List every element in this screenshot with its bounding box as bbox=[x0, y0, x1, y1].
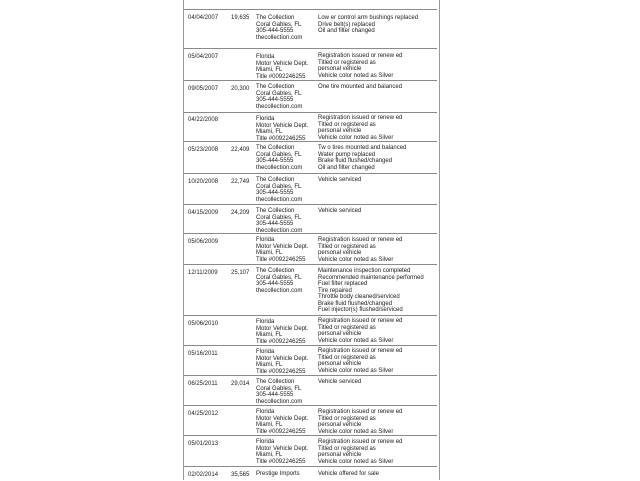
source-line: The Collection bbox=[256, 379, 295, 385]
row-comments bbox=[318, 379, 361, 386]
source-line: thecollection.com bbox=[256, 398, 303, 405]
history-row bbox=[184, 204, 437, 234]
row-comments bbox=[318, 348, 402, 374]
row-source bbox=[256, 116, 308, 142]
row-odometer: 20,300 bbox=[231, 86, 250, 92]
comment-line: Oil and filter changed bbox=[318, 28, 375, 34]
comment-line: Titled or registered as bbox=[318, 415, 376, 422]
row-date: 04/22/2008 bbox=[188, 117, 219, 123]
row-comments bbox=[318, 15, 418, 35]
comment-line: Titled or registered as bbox=[318, 324, 376, 331]
row-comments bbox=[318, 439, 402, 465]
source-line: The Collection bbox=[256, 208, 295, 214]
history-row bbox=[184, 405, 437, 436]
row-source bbox=[256, 54, 308, 80]
row-odometer: 29,014 bbox=[231, 381, 250, 387]
comment-line: Registration issued or renew ed bbox=[318, 53, 403, 59]
history-row bbox=[184, 141, 437, 174]
source-line: Florida bbox=[256, 319, 275, 325]
row-comments bbox=[318, 145, 406, 171]
row-comments bbox=[318, 268, 424, 314]
source-line: Motor Vehicle Dept. bbox=[256, 122, 309, 129]
comment-line: Registration issued or renew ed bbox=[318, 237, 403, 243]
source-line: Miami, FL bbox=[256, 452, 283, 458]
row-source bbox=[256, 237, 308, 263]
row-source bbox=[256, 177, 302, 203]
comment-line: Vehicle color noted as Silver bbox=[318, 428, 394, 435]
comment-line: Oil and filter changed bbox=[318, 164, 375, 171]
history-row bbox=[184, 466, 437, 481]
history-row bbox=[184, 80, 437, 113]
row-odometer: 19,635 bbox=[231, 15, 250, 21]
row-comments bbox=[318, 318, 402, 344]
comment-line: personal vehicle bbox=[318, 361, 362, 367]
comment-line: Vehicle color noted as Silver bbox=[318, 256, 394, 263]
comment-line: Vehicle color noted as Silver bbox=[318, 458, 394, 465]
source-line: Miami, FL bbox=[256, 250, 283, 256]
comment-line: personal vehicle bbox=[318, 331, 362, 337]
comment-line: Vehicle color noted as Silver bbox=[318, 367, 394, 374]
source-line: Title #0092246255 bbox=[256, 368, 306, 375]
source-line: Miami, FL bbox=[256, 332, 283, 338]
comment-line: Registration issued or renew ed bbox=[318, 409, 403, 415]
row-comments bbox=[318, 409, 402, 435]
source-line: Title #0092246255 bbox=[256, 256, 306, 263]
source-line: Florida bbox=[256, 237, 275, 243]
comment-line: Vehicle color noted as Silver bbox=[318, 72, 394, 79]
source-line: Motor Vehicle Dept. bbox=[256, 355, 309, 362]
comment-line: personal vehicle bbox=[318, 422, 362, 428]
source-line: Motor Vehicle Dept. bbox=[256, 415, 309, 422]
row-odometer: 25,107 bbox=[231, 270, 250, 276]
comment-line: Maintenance inspection completed bbox=[318, 268, 411, 274]
row-source bbox=[256, 15, 302, 41]
row-date: 05/04/2007 bbox=[188, 54, 219, 60]
row-date: 04/04/2007 bbox=[188, 15, 219, 21]
comment-line: One tire mounted and balanced bbox=[318, 84, 403, 90]
comment-line: Tw o tires mounted and balanced bbox=[318, 145, 407, 151]
row-date: 05/16/2011 bbox=[188, 351, 218, 357]
source-line: Miami, FL bbox=[256, 422, 283, 428]
source-line: 305-444-5555 bbox=[256, 221, 294, 227]
comment-line: Water pump replaced bbox=[318, 151, 376, 158]
source-line: Motor Vehicle Dept. bbox=[256, 243, 309, 250]
row-comments bbox=[318, 237, 402, 263]
comment-line: Registration issued or renew ed bbox=[318, 115, 403, 121]
row-date: 09/05/2007 bbox=[188, 86, 219, 92]
row-source bbox=[256, 409, 308, 435]
source-line: Florida bbox=[256, 439, 275, 445]
source-line: thecollection.com bbox=[256, 103, 303, 110]
row-comments bbox=[318, 115, 402, 141]
history-row bbox=[184, 435, 437, 467]
comment-line: Vehicle serviced bbox=[318, 208, 362, 214]
source-line: Florida bbox=[256, 409, 275, 415]
source-line: The Collection bbox=[256, 268, 295, 274]
comment-line: Titled or registered as bbox=[318, 243, 376, 250]
row-date: 05/06/2009 bbox=[188, 239, 219, 245]
comment-line: Low er control arm bushings replaced bbox=[318, 15, 419, 21]
row-odometer: 22,409 bbox=[231, 147, 250, 153]
source-line: 305-444-5555 bbox=[256, 392, 294, 398]
row-source bbox=[256, 145, 302, 171]
history-row bbox=[184, 173, 437, 205]
source-line: The Collection bbox=[256, 15, 295, 21]
source-line: Title #0092246255 bbox=[256, 73, 306, 80]
source-line: Motor Vehicle Dept. bbox=[256, 445, 309, 452]
row-date: 10/20/2008 bbox=[188, 179, 219, 185]
source-line: thecollection.com bbox=[256, 287, 303, 294]
source-line: Title #0092246255 bbox=[256, 338, 306, 345]
row-date: 04/25/2012 bbox=[188, 411, 219, 417]
source-line: Motor Vehicle Dept. bbox=[256, 60, 309, 67]
source-line: The Collection bbox=[256, 177, 295, 183]
comment-line: Throttle body cleaned/serviced bbox=[318, 294, 400, 300]
source-line: Coral Gables, FL bbox=[256, 274, 302, 281]
history-row bbox=[184, 315, 437, 346]
history-row bbox=[184, 233, 437, 265]
row-comments bbox=[318, 84, 402, 91]
source-line: thecollection.com bbox=[256, 164, 303, 171]
row-date: 05/01/2013 bbox=[188, 441, 219, 447]
comment-line: personal vehicle bbox=[318, 452, 362, 458]
row-date: 06/25/2011 bbox=[188, 381, 218, 387]
source-line: Coral Gables, FL bbox=[256, 90, 302, 97]
row-comments bbox=[318, 53, 402, 79]
comment-line: personal vehicle bbox=[318, 128, 362, 134]
row-date: 04/15/2009 bbox=[188, 210, 219, 216]
row-source bbox=[256, 208, 302, 234]
comment-line: Tire repaired bbox=[318, 287, 352, 294]
source-line: Florida bbox=[256, 349, 275, 355]
comment-line: Vehicle serviced bbox=[318, 177, 362, 183]
row-date: 05/23/2008 bbox=[188, 147, 219, 153]
comment-line: Titled or registered as bbox=[318, 445, 376, 452]
comment-line: Titled or registered as bbox=[318, 59, 376, 66]
source-line: Florida bbox=[256, 116, 275, 122]
source-line: The Collection bbox=[256, 145, 295, 151]
comment-line: Fuel injector(s) flushed/serviced bbox=[318, 307, 403, 313]
row-source bbox=[256, 471, 300, 478]
row-source bbox=[256, 319, 308, 345]
comment-line: personal vehicle bbox=[318, 66, 362, 72]
source-line: Florida bbox=[256, 54, 275, 60]
comment-line: Registration issued or renew ed bbox=[318, 439, 403, 445]
comment-line: Drive belt(s) replaced bbox=[318, 21, 376, 28]
source-line: Coral Gables, FL bbox=[256, 385, 302, 392]
comment-line: Fuel filter replaced bbox=[318, 281, 368, 287]
comment-line: Brake fluid flushed/changed bbox=[318, 300, 393, 307]
source-line: Motor Vehicle Dept. bbox=[256, 325, 309, 332]
history-row bbox=[184, 9, 437, 49]
source-line: Title #0092246255 bbox=[256, 135, 306, 142]
row-source bbox=[256, 379, 302, 405]
comment-line: Registration issued or renew ed bbox=[318, 348, 403, 354]
comment-line: Titled or registered as bbox=[318, 354, 376, 361]
source-line: Title #0092246255 bbox=[256, 428, 306, 435]
row-source bbox=[256, 84, 302, 110]
source-line: thecollection.com bbox=[256, 196, 303, 203]
row-odometer: 22,749 bbox=[231, 179, 250, 185]
row-comments bbox=[318, 177, 361, 184]
row-odometer: 35,565 bbox=[231, 472, 250, 478]
comment-line: Titled or registered as bbox=[318, 121, 376, 128]
row-comments bbox=[318, 208, 361, 215]
comment-line: Recommended maintenance performed bbox=[318, 274, 424, 281]
row-source bbox=[256, 439, 308, 465]
source-line: 305-444-5555 bbox=[256, 97, 294, 103]
comment-line: Vehicle color noted as Silver bbox=[318, 134, 394, 141]
source-line: thecollection.com bbox=[256, 34, 303, 41]
source-line: Miami, FL bbox=[256, 129, 283, 135]
row-source bbox=[256, 349, 308, 375]
source-line: Miami, FL bbox=[256, 362, 283, 368]
row-date: 05/06/2010 bbox=[188, 321, 219, 327]
row-date: 12/11/2009 bbox=[188, 270, 218, 276]
comment-line: Brake fluid flushed/changed bbox=[318, 158, 393, 164]
history-row bbox=[184, 264, 437, 316]
source-line: thecollection.com bbox=[256, 227, 303, 234]
row-source bbox=[256, 268, 302, 294]
source-line: Title #0092246255 bbox=[256, 458, 306, 465]
comment-line: Vehicle color noted as Silver bbox=[318, 337, 394, 344]
source-line: 305-444-5555 bbox=[256, 190, 294, 196]
history-row bbox=[184, 48, 437, 81]
source-line: Coral Gables, FL bbox=[256, 151, 302, 158]
source-line: 305-444-5555 bbox=[256, 281, 294, 287]
history-row bbox=[184, 375, 437, 406]
comment-line: Vehicle offered for sale bbox=[318, 471, 379, 477]
source-line: Miami, FL bbox=[256, 67, 283, 73]
row-date: 02/02/2014 bbox=[188, 472, 219, 478]
source-line: Coral Gables, FL bbox=[256, 21, 302, 28]
source-line: 305-444-5555 bbox=[256, 158, 294, 164]
source-line: 305-444-5555 bbox=[256, 28, 294, 34]
row-odometer: 24,209 bbox=[231, 210, 250, 216]
row-comments bbox=[318, 471, 379, 478]
source-line: Prestige Imports bbox=[256, 471, 300, 477]
source-line: The Collection bbox=[256, 84, 295, 90]
history-row bbox=[184, 112, 437, 142]
source-line: Coral Gables, FL bbox=[256, 214, 302, 221]
history-row bbox=[184, 345, 437, 376]
source-line: Coral Gables, FL bbox=[256, 183, 302, 190]
comment-line: Vehicle serviced bbox=[318, 379, 362, 385]
comment-line: Registration issued or renew ed bbox=[318, 318, 403, 324]
comment-line: personal vehicle bbox=[318, 250, 362, 256]
